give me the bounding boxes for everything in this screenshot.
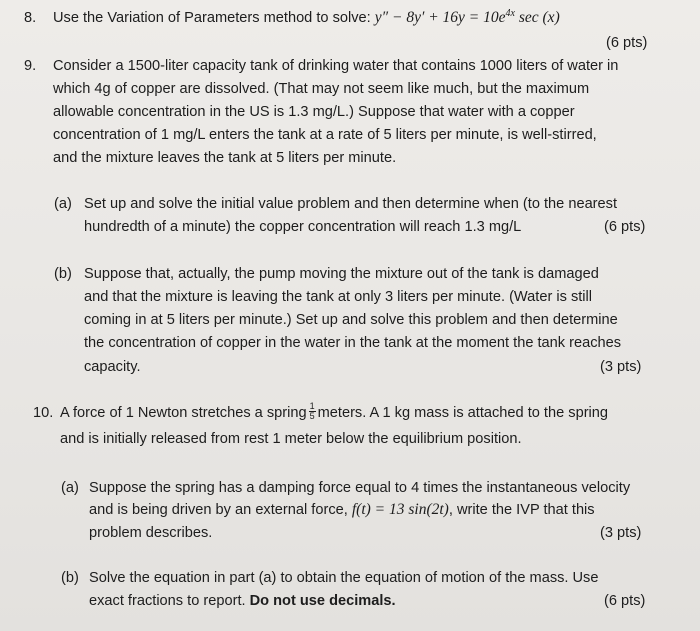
q8-equation: $y'' - 8y' + 16y = 10e^{4x}$ sec (x) [374,7,560,26]
q9-number: 9. [24,58,37,74]
forcing-function: f(t) = 13 sin(2t) [351,501,449,518]
q10b-line: Solve the equation in part (a) to obtain the equation of motion of the mass. Use [89,570,599,586]
q9-line: and the mixture leaves the tank at 5 liters per minute. [53,150,397,166]
q10b-label: (b) [61,570,79,586]
q10a-points: (3 pts) [600,525,642,541]
q9b-line: capacity. [84,359,141,375]
q9-line: Consider a 1500-liter capacity tank of drinking water that contains 1000 liters of water in [53,58,619,74]
q10-number: 10. [33,405,54,421]
q9a-label: (a) [54,196,72,212]
q8-number: 8. [24,10,37,26]
q9b-label: (b) [54,266,72,282]
q8-prompt [53,8,560,28]
q10a-line: Suppose the spring has a damping force equal to 4 times the instantaneous velocity [89,480,631,496]
q10a-line: problem describes. [89,525,213,541]
q9b-points: (3 pts) [600,359,642,375]
q9-line: allowable concentration in the US is 1.3 mg/L.) Suppose that water with a copper [53,104,575,120]
q10-line1: A force of 1 Newton stretches a spring $\frac{1}{5}$ meters. A 1 kg mass is attached to the spring [60,400,609,421]
q9a-line: Set up and solve the initial value problem and then determine when (to the nearest [84,196,618,212]
q9-line: which 4g of copper are dissolved. (That may not seem like much, but the maximum [53,81,590,97]
no-decimals-warning: Do not use decimals. [249,593,396,609]
q9b-line: Suppose that, actually, the pump moving the mixture out of the tank is damaged [84,266,599,282]
q10a-label: (a) [61,480,79,496]
q8-text: Use the Variation of Parameters method to solve: [53,10,371,26]
q9-line: concentration of 1 mg/L enters the tank at a rate of 5 liters per minute, is well-stirred, [53,127,597,143]
q9a-points: (6 pts) [604,219,646,235]
q9b-line: and that the mixture is leaving the tank at only 3 liters per minute. (Water is still [84,289,593,305]
q9b-line: the concentration of copper in the water in the tank at the moment the tank reaches [84,335,622,351]
q10b-points: (6 pts) [604,593,646,609]
q10-line2: and is initially released from rest 1 meter below the equilibrium position. [60,431,522,447]
q9b-line: coming in at 5 liters per minute.) Set up and solve this problem and then determine [84,312,618,328]
q10a-line2: and is being driven by an external force, f(t) = 13 sin(2t), write the IVP that this [89,501,595,518]
fraction-one-fifth: $\frac{1}{5}$ [309,400,315,421]
q10b-line2: exact fractions to report. Do not use decimals. [89,593,396,609]
q9a-line: hundredth of a minute) the copper concentration will reach 1.3 mg/L [84,219,522,235]
q8-points: (6 pts) [606,35,648,51]
